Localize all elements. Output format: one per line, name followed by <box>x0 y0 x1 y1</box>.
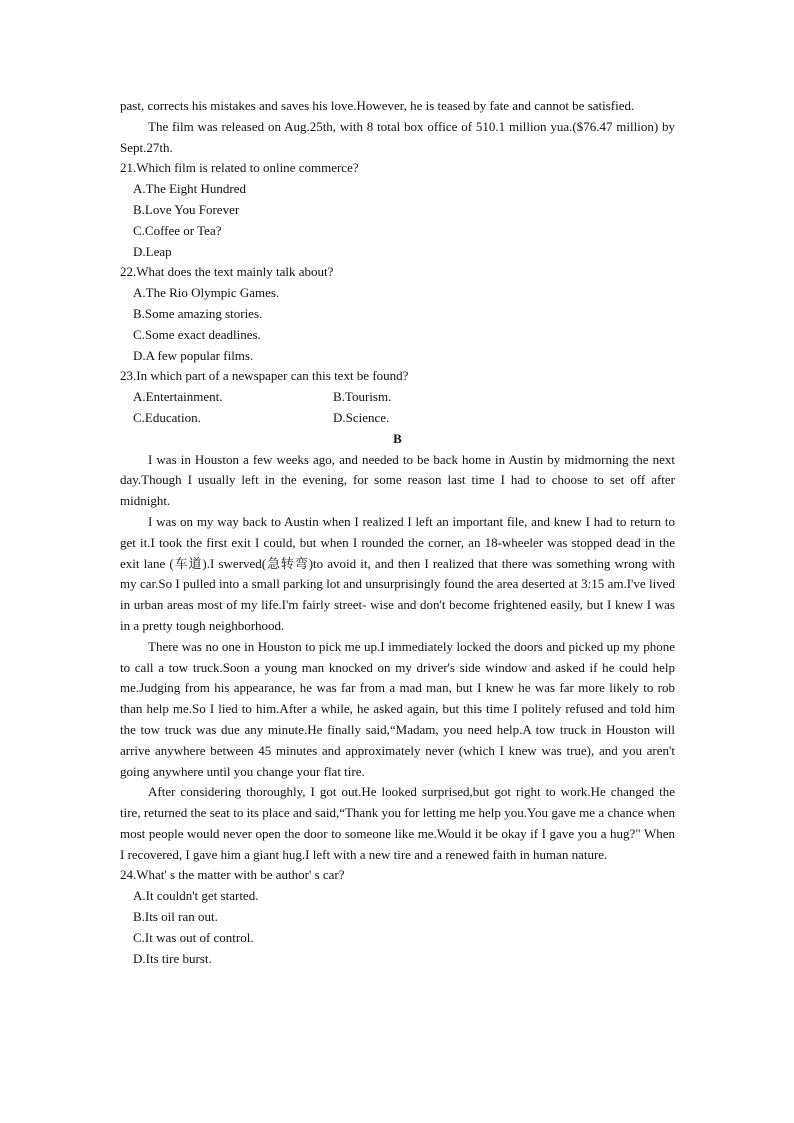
option-b: B.Love You Forever <box>133 201 240 217</box>
options-row <box>120 408 675 429</box>
section-heading: B <box>393 430 402 446</box>
option-b: B.Some amazing stories. <box>133 305 263 321</box>
option-b: B.Tourism. <box>333 389 392 405</box>
option-d: D.Leap <box>133 243 172 259</box>
question-23-stem: 23.In which part of a newspaper can this text be found? <box>120 368 409 384</box>
question-24 <box>120 865 675 969</box>
option-c: C.It was out of control. <box>133 929 254 945</box>
option-c: C.Some exact deadlines. <box>133 326 261 342</box>
option-b: B.Its oil ran out. <box>133 909 218 925</box>
question-22 <box>120 262 675 366</box>
question-21-stem: 21.Which film is related to online commerce? <box>120 160 359 176</box>
document-content <box>120 96 675 969</box>
option-c: C.Coffee or Tea? <box>133 222 222 238</box>
option-d: D.Science. <box>333 409 390 425</box>
question-22-stem: 22.What does the text mainly talk about? <box>120 264 334 280</box>
passage-b-paragraph: After considering thoroughly, I got out.He looked surprised,but got right to work.He changed the tire, returned the seat to its place and said,“Thank you for letting me help you.You gave me a chance when most people would never open the door to someone like me.Would it be okay if I gave you a hug?" When I recovered, I gave him a giant hug.I left with a new tire and a renewed faith in human nature. <box>120 784 675 862</box>
passage-b-paragraph: There was no one in Houston to pick me up.I immediately locked the doors and picked up my phone to call a tow truck.Soon a young man knocked on my driver's side window and asked if he could help me.Judging from his appearance, he was far from a mad man, but I knew he was far more likely to rob than help me.So I lied to him.After a while, he asked again, but this time I politely refused and told him the tow truck was due any minute.He finally said,“Madam, you need help.A tow truck in Houston will arrive anywhere between 45 minutes and approximately never (which I knew was true), and you aren't going anywhere until you change your flat tire. <box>120 638 675 779</box>
question-23 <box>120 366 675 428</box>
option-d: D.Its tire burst. <box>133 950 212 966</box>
passage-b-paragraph: I was on my way back to Austin when I realized I left an important file, and knew I had to return to get it.I took the first exit I could, but when I rounded the corner, an 18-wheeler was stopped dead in the exit lane (车道).I swerved(急转弯)to avoid it, and then I realized that there was something wrong with my car.So I pulled into a small parking lot and unsurprisingly found the area deserted at 3:15 am.I've lived in urban areas most of my life.I'm fairly street- wise and don't become frightened easily, but I knew I was in a pretty tough neighborhood. <box>120 513 675 633</box>
option-a: A.It couldn't get started. <box>133 888 259 904</box>
passage-a-paragraph: past, corrects his mistakes and saves his love.However, he is teased by fate and cannot be satisfied. <box>120 98 635 113</box>
option-c: C.Education. <box>133 409 201 425</box>
options-row <box>120 387 675 408</box>
question-21 <box>120 158 675 262</box>
question-24-stem: 24.What' s the matter with be author' s car? <box>120 867 345 883</box>
option-a: A.Entertainment. <box>133 389 223 405</box>
passage-b-paragraph: I was in Houston a few weeks ago, and needed to be back home in Austin by midmorning the next day.Though I usually left in the evening, for some reason last time I had to choose to set off after midnight. <box>120 451 675 509</box>
passage-a-paragraph: The film was released on Aug.25th, with 8 total box office of 510.1 million yua.($76.47 million) by Sept.27th. <box>120 118 675 155</box>
option-a: A.The Rio Olympic Games. <box>133 285 280 301</box>
option-a: A.The Eight Hundred <box>133 181 247 197</box>
option-d: D.A few popular films. <box>133 347 254 363</box>
